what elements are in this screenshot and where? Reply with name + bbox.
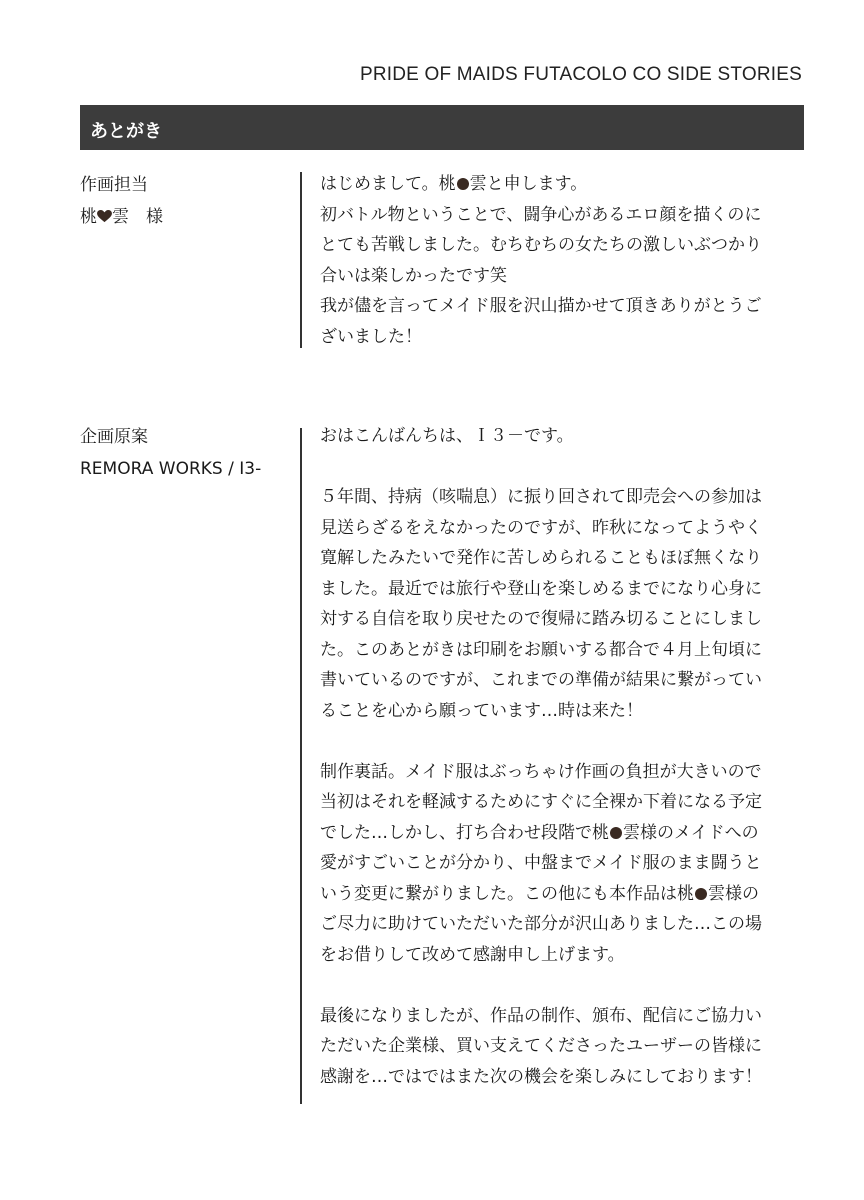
text-line: 愛がすごいことが分かり、中盤までメイド服のまま闘うと xyxy=(320,853,762,873)
credit-name: 桃 雲 様 xyxy=(80,207,163,227)
dot-mark xyxy=(457,178,469,190)
text-line: ることを心から願っています…時は来た！ xyxy=(320,700,643,721)
text-line: ５年間、持病（咳喘息）に振り回されて即売会への参加は xyxy=(320,487,762,507)
text-line: 当初はそれを軽減するためにすぐに全裸か下着になる予定 xyxy=(320,792,762,812)
heart-icon xyxy=(97,210,112,223)
text-line: 初バトル物ということで、闘争心があるエロ顔を描くのに xyxy=(320,204,762,225)
text-line: 感謝を…ではではまた次の機会を楽しみにしております！ xyxy=(320,1066,762,1087)
column-divider xyxy=(300,172,302,348)
column-divider xyxy=(300,428,302,1104)
credit-text-artist xyxy=(320,169,810,352)
text-line: をお借りして改めて感謝申し上げます。 xyxy=(320,944,625,965)
credit-name: REMORA WORKS / I3- xyxy=(80,459,262,479)
credit-text-planner xyxy=(320,421,810,1092)
text-line: でした…しかし、打ち合わせ段階で桃 雲様のメイドへの xyxy=(320,822,759,843)
text-line: ご尽力に助けていただいた部分が沢山ありました…この場 xyxy=(320,914,762,934)
text-line: 寛解したみたいで発作に苦しめられることもほぼ無くなり xyxy=(320,548,762,568)
dot-mark xyxy=(695,888,707,900)
text-line: はじめまして。桃 雲と申します。 xyxy=(320,174,588,194)
text-line: ただいた企業様、買い支えてくださったユーザーの皆様に xyxy=(320,1036,762,1056)
text-line: 制作裏話。メイド服はぶっちゃけ作画の負担が大きいので xyxy=(320,761,762,782)
text-line: ました。最近では旅行や登山を楽しめるまでになり心身に xyxy=(320,578,762,599)
text-line: おはこんばんちは、Ｉ３－です。 xyxy=(320,426,574,446)
text-line: 合いは楽しかったです笑 xyxy=(320,265,507,286)
text-line: 書いているのですが、これまでの準備が結果に繋がってい xyxy=(320,670,762,690)
credit-role: 企画原案 xyxy=(80,427,148,447)
text-line: ざいました！ xyxy=(320,326,422,347)
credit-block-artist xyxy=(80,169,163,233)
section-title: あとがき xyxy=(90,121,162,142)
credit-block-planner xyxy=(80,421,261,485)
text-line: 最後になりましたが、作品の制作、頒布、配信にご協力い xyxy=(320,1005,762,1026)
section-title-bar xyxy=(80,105,804,150)
credit-role: 作画担当 xyxy=(80,175,148,195)
text-line: とても苦戦しました。むちむちの女たちの激しいぶつかり xyxy=(320,235,762,255)
text-line: 我が儘を言ってメイド服を沢山描かせて頂きありがとうご xyxy=(320,296,762,316)
text-line: 見送らざるをえなかったのですが、昨秋になってようやく xyxy=(320,517,762,538)
dot-mark xyxy=(610,827,622,839)
text-line: 対する自信を取り戻せたので復帰に踏み切ることにしまし xyxy=(320,609,762,629)
text-line: いう変更に繋がりました。この他にも本作品は桃 雲様の xyxy=(320,883,759,904)
page-header-title: PRIDE OF MAIDS FUTACOLO CO SIDE STORIES xyxy=(359,64,802,85)
text-line: た。このあとがきは印刷をお願いする都合で４月上旬頃に xyxy=(320,639,762,660)
